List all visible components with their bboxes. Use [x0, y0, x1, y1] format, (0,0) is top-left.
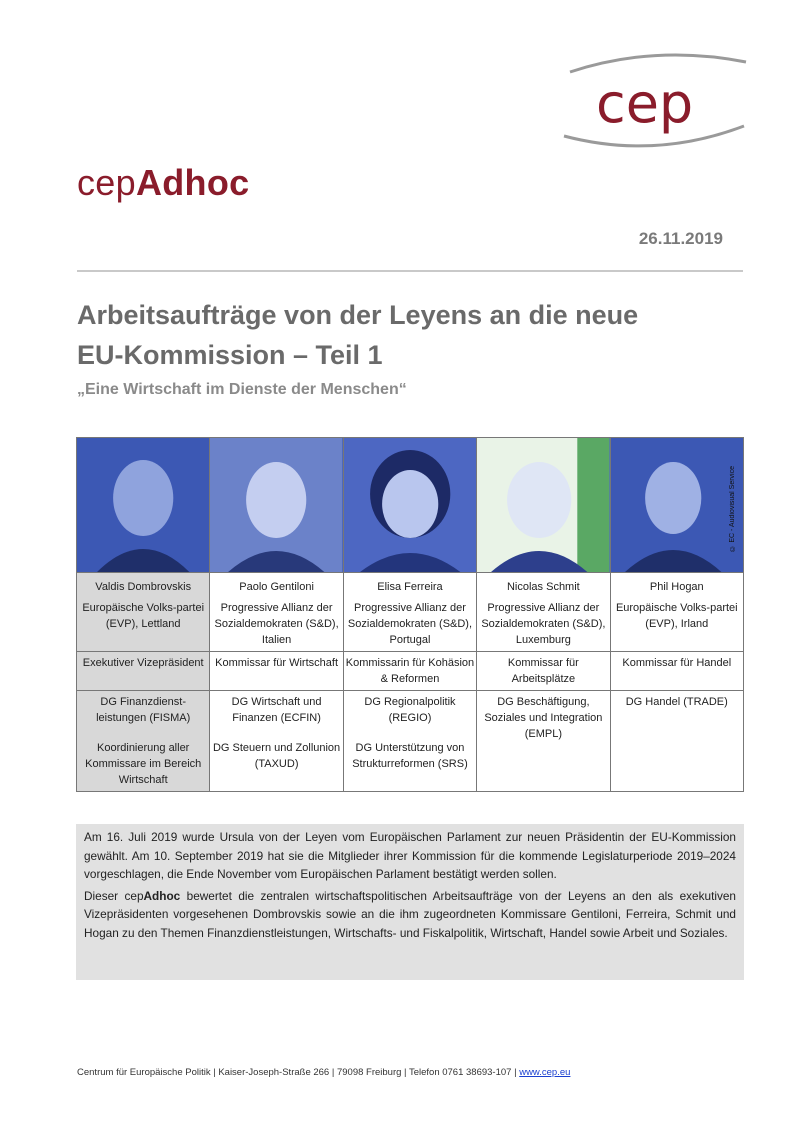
logo-text: cep: [596, 72, 694, 135]
intro-paragraph: Dieser cepAdhoc bewertet die zentralen wirtschaftspolitischen Arbeitsaufträge von der Leyens an den als exekutiven Vizepräsidenten vorgesehenen Dombrovskis sowie an die ihm zugeordneten Kommissare Gentiloni, Ferreira, Schmit und Hogan zu den Themen Finanzdienstleistungen, Wirtschafts- und Fiskalpolitik, Wirtschaft, Handel sowie Arbeit und Soziales.: [84, 888, 736, 940]
portrait-hogan: [610, 438, 743, 573]
cep-logo: [560, 50, 750, 155]
portrait-schmit: [477, 438, 610, 573]
role-cell: Kommissar für Arbeitsplätze: [477, 652, 610, 691]
dg-cell: DG Handel (TRADE): [610, 691, 743, 792]
commissioners-table: [76, 437, 744, 792]
roles-row: [77, 652, 744, 691]
commissioner-cell: Phil Hogan Europäische Volks-partei (EVP), Irland: [610, 573, 743, 652]
dg-cell: DG Beschäftigung, Soziales und Integration (EMPL): [477, 691, 610, 792]
role-cell: Kommissarin für Kohäsion & Reformen: [343, 652, 476, 691]
role-cell: Kommissar für Handel: [610, 652, 743, 691]
commissioner-cell: Nicolas Schmit Progressive Allianz der Sozialdemokraten (S&D), Luxemburg: [477, 573, 610, 652]
intro-box: [76, 824, 744, 980]
dg-row: [77, 691, 744, 792]
footer-address: Centrum für Europäische Politik | Kaiser-Joseph-Straße 266 | 79098 Freiburg | Telefon 0761 38693-107 |: [77, 1067, 520, 1078]
portrait-dombrovskis: [77, 438, 210, 573]
commissioner-cell: Paolo Gentiloni Progressive Allianz der Sozialdemokraten (S&D), Italien: [210, 573, 343, 652]
role-cell: Kommissar für Wirtschaft: [210, 652, 343, 691]
names-row: [77, 573, 744, 652]
website-link[interactable]: www.cep.eu: [519, 1067, 571, 1078]
photo-row: [77, 438, 744, 573]
header-divider: [77, 270, 743, 272]
commissioner-cell: Elisa Ferreira Progressive Allianz der Sozialdemokraten (S&D), Portugal: [343, 573, 476, 652]
portrait-gentiloni: [210, 438, 343, 573]
dg-cell: DG Finanzdienst-leistungen (FISMA) Koordinierung aller Kommissare im Bereich Wirtschaft: [77, 691, 210, 792]
role-cell: Exekutiver Vizepräsident: [77, 652, 210, 691]
publication-date: 26.11.2019: [638, 229, 723, 248]
page-subtitle: „Eine Wirtschaft im Dienste der Menschen“: [77, 381, 407, 398]
photo-credit: © EC - Audiovisual Service: [729, 466, 736, 552]
intro-paragraph: Am 16. Juli 2019 wurde Ursula von der Leyen vom Europäischen Parlament zur neuen Präsidentin der EU-Kommission gewählt. Am 10. September 2019 hat sie die Mitglieder ihrer Kommission für die kommende Legislaturperiode 2019–2024 vorgeschlagen, die Ende November vom Europäischen Parlament bestätigt werden sollen.: [84, 830, 736, 881]
brand-title: cepAdhoc: [77, 162, 250, 203]
commissioner-cell: Valdis Dombrovskis Europäische Volks-partei (EVP), Lettland: [77, 573, 210, 652]
footer: [77, 1067, 570, 1078]
dg-cell: DG Wirtschaft und Finanzen (ECFIN) DG Steuern und Zollunion (TAXUD): [210, 691, 343, 792]
page-title: Arbeitsaufträge von der Leyens an die neue EU-Kommission – Teil 1: [77, 300, 639, 370]
portrait-ferreira: [343, 438, 476, 573]
dg-cell: DG Regionalpolitik (REGIO) DG Unterstützung von Strukturreformen (SRS): [343, 691, 476, 792]
